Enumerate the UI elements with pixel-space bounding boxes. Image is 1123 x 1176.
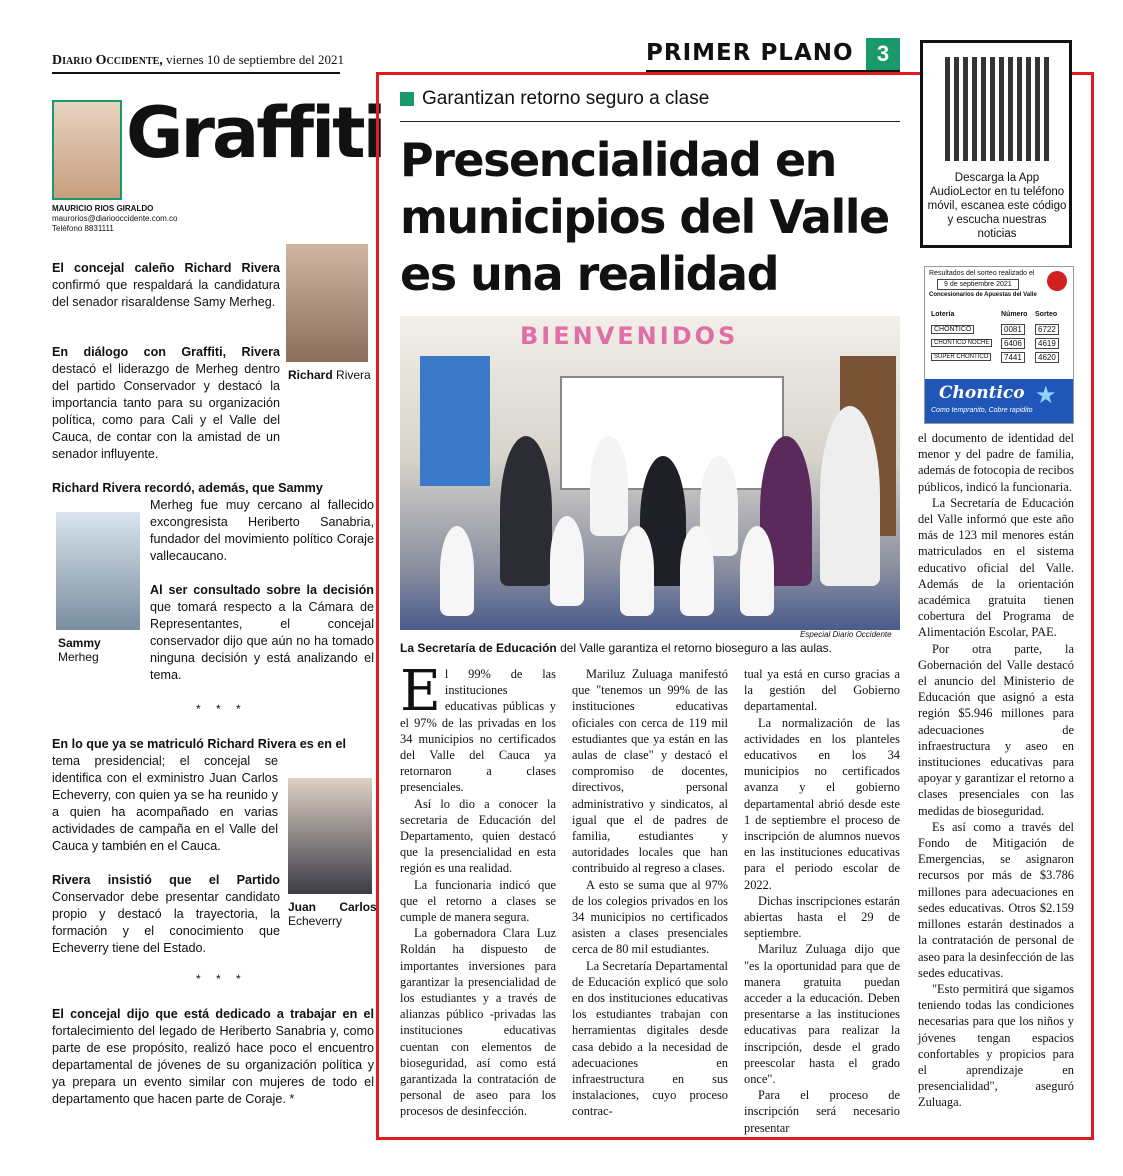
kicker-rule: [400, 121, 900, 122]
student-figure: [680, 526, 714, 616]
graffiti-paragraph-4: Al ser consultado sobre la decisión que tomará respecto a la Cámara de Representantes, el concejal conservador dijo que aún no ha tomado ninguna decisión y está analizando el tema.: [150, 583, 374, 682]
adult-figure: [820, 406, 880, 586]
chontico-slogan: Como tempranito, Cobre rapidito: [931, 407, 1033, 414]
graffiti-paragraph-6: Rivera insistió que el Partido Conservador debe presentar candidato propio y destacó la trayectoria, la formación y el conocimiento que Echeverry tiene del Estado.: [52, 873, 280, 955]
student-figure: [440, 526, 474, 616]
kicker-square-icon: [400, 92, 414, 106]
article-column-1: E l 99% de las instituciones educativas públicas y el 97% de las privadas en los 34 municipios no certificados del Valle del Cauca ya retornaron a clases presenciales. Así lo dio a conocer la secretaria de Educación del Departamento, quien destacó que la presencialidad en esta región es una realidad. La funcionaria indicó que que el retorno a clases se cumple de manera segura. La gobernadora Clara Luz Roldán ha dispuesto de importantes inversiones para garantizar la presencialidad de los estudiantes y a través de alianzas público -privadas las instituciones educativas cuentan con elementos de bioseguridad, así como está garantizada la contratación de personal de aseo para los procesos de desinfección.: [400, 659, 556, 1119]
photo-caption-sammy: Sammy Merheg: [58, 636, 101, 664]
graffiti-paragraph-7: El concejal dijo que está dedicado a trabajar en el fortalecimiento del legado de Heriberto Sanabria y, como parte de ese propósito, realizó hace poco el encuentro departamental de jóvenes de su organización política y ya prepara un evento similar con mujeres de todo el departamento que hacen parte de Coraje. *: [52, 1007, 374, 1106]
photo-caption: La Secretaría de Educación del Valle garantiza el retorno bioseguro a las aulas.: [400, 641, 833, 655]
columnist-email: maurorios@diariooccidente.com.co: [52, 214, 178, 223]
juan-carlos-echeverry-photo: [288, 778, 372, 894]
issue-date: viernes 10 de septiembre del 2021: [162, 52, 345, 67]
drop-cap: E: [400, 659, 441, 724]
article-headline: Presencialidad en municipios del Valle es una realidad: [400, 133, 889, 301]
separator-stars: * * *: [196, 702, 247, 716]
masthead: [52, 52, 344, 69]
lottery-date: 9 de septiembre 2021: [937, 279, 1019, 290]
classroom-poster: [420, 356, 490, 486]
student-figure: [590, 436, 628, 536]
section-label: PRIMER PLANO: [646, 40, 854, 66]
graffiti-paragraph-3: Richard Rivera recordó, además, que Sammy Merheg fue muy cercano al fallecido excongresista Heriberto Sanabria, fundador del movimiento político Coraje vallecaucano.: [52, 481, 374, 563]
qr-code-icon[interactable]: [945, 57, 1049, 161]
article-column-2: Mariluz Zuluaga manifestó que "tenemos un 99% de las instituciones educativas oficiales con cerca de 119 mil estudiantes que ya están en las aulas de clase" y destacó el compromiso de docentes, directivos, personal administrativo y sindicatos, al igual que el de padres de familia, estudiantes y autoridades locales que han contribuido al regreso a clases. A esto se suma que al 97% de los colegios privados en los 34 municipios no certificados asisten a clases presenciales cerca de 80 mil estudiantes. La Secretaría Departamental de Educación explicó que solo en dos instituciones educativas los estudiantes trabajan con herramientas digitales desde casa debido a la necesidad de adecuaciones en infraestructura en sus instalaciones, cuyo proceso contrac-: [572, 667, 728, 1119]
separator-stars: * * *: [196, 972, 247, 986]
page-number: 3: [866, 38, 900, 70]
article-column-4: el documento de identidad del menor y del padre de familia, además de fotocopia de recibos públicos, indicó la funcionaria. La Secretaría de Educación del Valle informó que este año más de 123 mil menores están matriculados en el sistema educativo oficial del Valle. Además de la orientación académica gratuita tienen cobertura del Programa de Alimentación Escolar, PAE. Por otra parte, la Gobernación del Valle destacó el anuncio del Ministerio de Educación que asignó a esta región $5.946 millones para adecuaciones de infraestructura y aseo en instituciones educativas para apoyar y garantizar el retorno a clases presenciales con las medidas de bioseguridad. Es así como a través del Fondo de Mitigación de Emergencias, se asignaron recursos por más de $3.786 millones para adecuaciones en sedes educativas. Otros $2.159 millones estarán destinados a la contratación de personal de aseo para la desinfección de las sedes educativas. "Esto permitirá que sigamos teniendo todas las condiciones necesarias para que los niños y jóvenes tengan espacios confortables y propicios para el aprendizaje en presencialidad", aseguró Zuluaga.: [918, 431, 1074, 1110]
newspaper-name: Diario Occidente,: [52, 53, 163, 68]
student-figure: [550, 516, 584, 606]
photo-credit: Especial Diario Occidente: [800, 630, 892, 639]
logo-circle-icon: [1047, 271, 1067, 291]
article-kicker: Garantizan retorno seguro a clase: [422, 88, 710, 109]
photo-banner-text: BIENVENIDOS: [520, 322, 739, 350]
student-figure: [620, 526, 654, 616]
article-column-3: tual ya está en curso gracias a la gestión del Gobierno departamental. La normalización de las actividades en los planteles educativos en los 34 municipios no certificados avanza y el gobierno departamental abrió desde este 1 de septiembre el proceso de inscripción de alumnos nuevos en las instituciones educativas para el periodo escolar de 2022. Dichas inscripciones estarán abiertas hasta el 29 de septiembre. Mariluz Zuluaga dijo que "es la oportunidad para que de manera gratuita puedan acceder a la educación. Deben presentarse a las instituciones educativas para realizar la inscripción, desde el grado preescolar hasta el grado once". Para el proceso de inscripción será necesario presentar: [744, 667, 900, 1135]
columnist-phone: Teléfono 8831111: [52, 224, 114, 233]
adult-figure: [500, 436, 552, 586]
columnist-name: MAURICIO RIOS GIRALDO: [52, 204, 154, 213]
masthead-rule: [52, 72, 340, 74]
photo-caption-echeverry: Juan Carlos Echeverry: [288, 900, 377, 928]
richard-rivera-photo: [286, 244, 368, 362]
column-title: Graffiti: [126, 92, 384, 174]
audiolector-ad[interactable]: [920, 40, 1072, 248]
lottery-results-ad: Resultados del sorteo realizado el 9 de septiembre 2021 Concesionarios de Apuestas del Valle Lotería Número Sorteo CHONTICO 0081 6722 CHONTICO NOCHE 6406 4619 SUPER CHONTICO 7441 4620 Chontico ★ Como tempranito, Cobre rapidito: [924, 266, 1074, 424]
graffiti-paragraph-5: En lo que ya se matriculó Richard Rivera es en el tema presidencial; el concejal se identifica con el exministro Juan Carlos Echeverry, con quien ya se ha reunido y a quien ha acompañado en varias actividades de campaña en el Valle del Cauca y también en el Cauca.: [52, 737, 346, 853]
chontico-banner: [925, 379, 1073, 423]
classroom-photo: [400, 316, 900, 630]
graffiti-paragraph-1: El concejal caleño Richard Rivera confirmó que respaldará la candidatura del senador risaraldense Samy Merheg.: [52, 261, 280, 309]
chontico-logo: Chontico: [939, 383, 1025, 403]
graffiti-paragraph-2: En diálogo con Graffiti, Rivera destacó el liderazgo de Merheg dentro del partido Conservador y destacó la importancia tanto para su organización política, como para Cali y el Valle del Cauca, de contar con la amistad de un senador influyente.: [52, 345, 280, 461]
student-figure: [740, 526, 774, 616]
qr-ad-text: Descarga la App AudioLector en tu teléfono móvil, escanea este código y escucha nuestras noticias: [927, 172, 1067, 240]
star-icon: ★: [1035, 382, 1057, 409]
photo-caption-richard: Richard Rivera: [288, 368, 371, 382]
columnist-photo: [52, 100, 122, 200]
